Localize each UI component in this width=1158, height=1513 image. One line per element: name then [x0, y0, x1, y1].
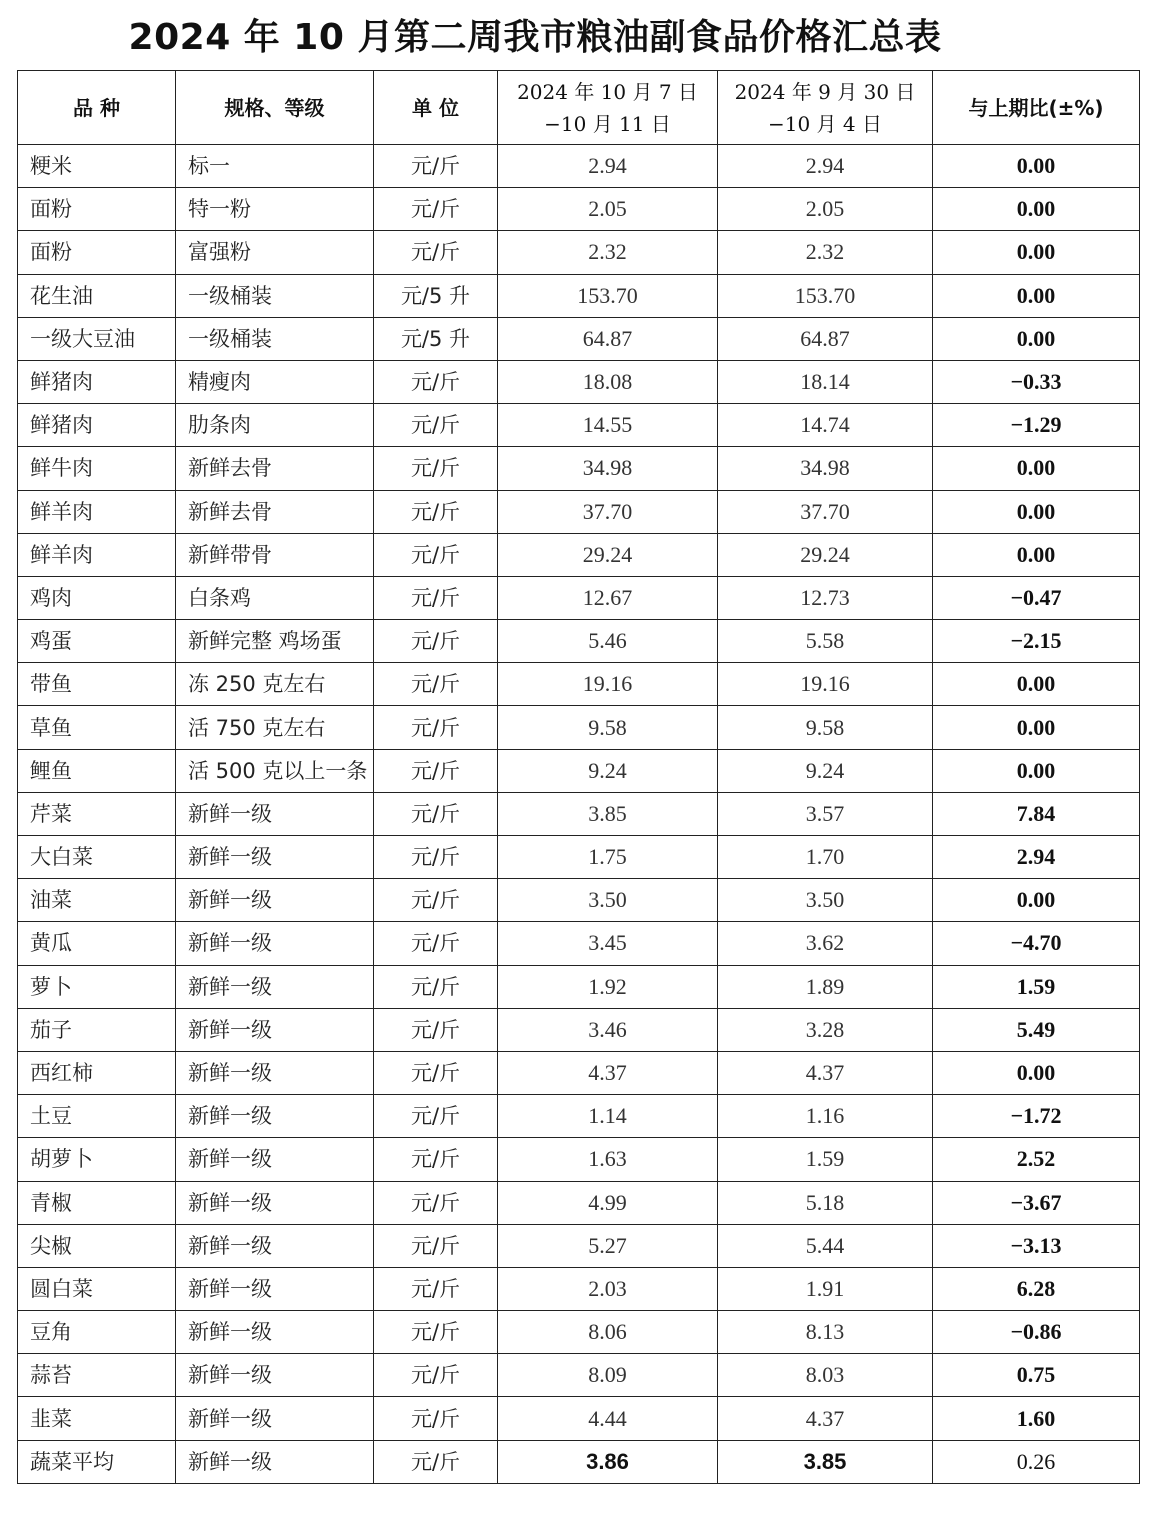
row-current-price: 64.87	[498, 317, 718, 360]
row-change-percent: 0.00	[933, 706, 1140, 749]
row-unit: 元/斤	[374, 576, 498, 619]
row-change-percent: 2.52	[933, 1138, 1140, 1181]
row-spec: 肋条肉	[176, 404, 374, 447]
row-current-price: 9.58	[498, 706, 718, 749]
row-previous-price: 5.18	[718, 1181, 933, 1224]
table-row	[18, 404, 1140, 447]
row-previous-price: 8.03	[718, 1354, 933, 1397]
row-current-price: 1.14	[498, 1095, 718, 1138]
table-row	[18, 1138, 1140, 1181]
row-previous-price: 8.13	[718, 1311, 933, 1354]
row-current-price: 8.09	[498, 1354, 718, 1397]
row-unit: 元/斤	[374, 792, 498, 835]
row-spec: 新鲜一级	[176, 836, 374, 879]
row-current-price: 2.32	[498, 231, 718, 274]
row-unit: 元/斤	[374, 231, 498, 274]
row-change-percent: 0.00	[933, 533, 1140, 576]
row-spec: 新鲜完整 鸡场蛋	[176, 620, 374, 663]
row-previous-price: 9.58	[718, 706, 933, 749]
row-variety: 韭菜	[18, 1397, 176, 1440]
row-variety: 胡萝卜	[18, 1138, 176, 1181]
row-unit: 元/5 升	[374, 274, 498, 317]
row-spec: 新鲜去骨	[176, 490, 374, 533]
row-change-percent: 2.94	[933, 836, 1140, 879]
table-row	[18, 836, 1140, 879]
row-unit: 元/斤	[374, 1051, 498, 1094]
row-spec: 活 750 克左右	[176, 706, 374, 749]
row-previous-price: 1.70	[718, 836, 933, 879]
row-spec: 白条鸡	[176, 576, 374, 619]
table-row	[18, 360, 1140, 403]
header-current-period-line2: −10 月 11 日	[544, 111, 671, 136]
row-previous-price: 1.16	[718, 1095, 933, 1138]
row-current-price: 3.46	[498, 1008, 718, 1051]
row-previous-price: 1.91	[718, 1267, 933, 1310]
row-previous-price: 9.24	[718, 749, 933, 792]
row-variety: 花生油	[18, 274, 176, 317]
row-variety: 西红柿	[18, 1051, 176, 1094]
table-row	[18, 231, 1140, 274]
row-variety: 大白菜	[18, 836, 176, 879]
row-change-percent: 0.00	[933, 879, 1140, 922]
row-change-percent: 0.00	[933, 274, 1140, 317]
header-variety: 品 种	[18, 71, 176, 145]
table-row	[18, 317, 1140, 360]
row-change-percent: 7.84	[933, 792, 1140, 835]
header-current-period-line1: 2024 年 10 月 7 日	[517, 79, 698, 104]
table-row	[18, 749, 1140, 792]
row-unit: 元/斤	[374, 836, 498, 879]
row-previous-price: 34.98	[718, 447, 933, 490]
row-unit: 元/斤	[374, 922, 498, 965]
table-row	[18, 663, 1140, 706]
row-change-percent: −0.86	[933, 1311, 1140, 1354]
row-current-price: 34.98	[498, 447, 718, 490]
table-row	[18, 188, 1140, 231]
row-spec: 新鲜去骨	[176, 447, 374, 490]
row-current-price: 2.03	[498, 1267, 718, 1310]
row-variety: 蒜苔	[18, 1354, 176, 1397]
row-spec: 一级桶装	[176, 274, 374, 317]
row-previous-price: 3.28	[718, 1008, 933, 1051]
row-current-price: 153.70	[498, 274, 718, 317]
price-table	[17, 70, 1140, 1484]
row-spec: 新鲜一级	[176, 1095, 374, 1138]
row-spec: 冻 250 克左右	[176, 663, 374, 706]
row-change-percent: 0.26	[933, 1440, 1140, 1483]
row-change-percent: −1.72	[933, 1095, 1140, 1138]
row-unit: 元/斤	[374, 490, 498, 533]
row-change-percent: −0.33	[933, 360, 1140, 403]
row-current-price: 2.05	[498, 188, 718, 231]
row-unit: 元/斤	[374, 404, 498, 447]
row-spec: 标一	[176, 145, 374, 188]
row-unit: 元/斤	[374, 188, 498, 231]
row-previous-price: 3.85	[718, 1440, 933, 1483]
row-current-price: 1.63	[498, 1138, 718, 1181]
row-unit: 元/斤	[374, 533, 498, 576]
row-unit: 元/斤	[374, 1397, 498, 1440]
row-spec: 新鲜一级	[176, 1138, 374, 1181]
table-row	[18, 1267, 1140, 1310]
row-current-price: 4.44	[498, 1397, 718, 1440]
row-previous-price: 4.37	[718, 1051, 933, 1094]
row-unit: 元/斤	[374, 1354, 498, 1397]
row-spec: 新鲜一级	[176, 965, 374, 1008]
row-current-price: 3.85	[498, 792, 718, 835]
table-row	[18, 1095, 1140, 1138]
row-spec: 新鲜一级	[176, 792, 374, 835]
row-change-percent: 1.60	[933, 1397, 1140, 1440]
row-spec: 新鲜一级	[176, 1440, 374, 1483]
table-header-row	[18, 71, 1140, 145]
row-unit: 元/斤	[374, 749, 498, 792]
page-title: 2024 年 10 月第二周我市粮油副食品价格汇总表	[128, 17, 942, 58]
table-row	[18, 792, 1140, 835]
table-body	[18, 145, 1140, 1484]
table-row	[18, 879, 1140, 922]
row-change-percent: −3.13	[933, 1224, 1140, 1267]
table-row	[18, 1440, 1140, 1483]
table-row	[18, 490, 1140, 533]
row-spec: 新鲜带骨	[176, 533, 374, 576]
row-spec: 新鲜一级	[176, 1311, 374, 1354]
row-change-percent: 0.00	[933, 663, 1140, 706]
row-variety: 芹菜	[18, 792, 176, 835]
row-variety: 黄瓜	[18, 922, 176, 965]
row-previous-price: 37.70	[718, 490, 933, 533]
row-previous-price: 64.87	[718, 317, 933, 360]
row-change-percent: 0.00	[933, 1051, 1140, 1094]
row-variety: 面粉	[18, 188, 176, 231]
row-previous-price: 1.59	[718, 1138, 933, 1181]
row-unit: 元/斤	[374, 1440, 498, 1483]
row-previous-price: 5.58	[718, 620, 933, 663]
table-row	[18, 1397, 1140, 1440]
row-variety: 鲜羊肉	[18, 490, 176, 533]
row-variety: 土豆	[18, 1095, 176, 1138]
row-current-price: 29.24	[498, 533, 718, 576]
row-current-price: 5.27	[498, 1224, 718, 1267]
row-spec: 一级桶装	[176, 317, 374, 360]
row-previous-price: 5.44	[718, 1224, 933, 1267]
row-unit: 元/斤	[374, 1138, 498, 1181]
row-unit: 元/斤	[374, 360, 498, 403]
row-current-price: 4.37	[498, 1051, 718, 1094]
row-variety: 萝卜	[18, 965, 176, 1008]
row-current-price: 12.67	[498, 576, 718, 619]
row-change-percent: 0.00	[933, 317, 1140, 360]
table-row	[18, 274, 1140, 317]
row-current-price: 3.45	[498, 922, 718, 965]
row-change-percent: 0.00	[933, 447, 1140, 490]
table-row	[18, 1224, 1140, 1267]
table-row	[18, 706, 1140, 749]
row-unit: 元/斤	[374, 1095, 498, 1138]
row-previous-price: 19.16	[718, 663, 933, 706]
row-unit: 元/斤	[374, 663, 498, 706]
row-unit: 元/斤	[374, 879, 498, 922]
table-row	[18, 1311, 1140, 1354]
row-change-percent: 0.00	[933, 490, 1140, 533]
row-previous-price: 12.73	[718, 576, 933, 619]
row-change-percent: −4.70	[933, 922, 1140, 965]
row-current-price: 37.70	[498, 490, 718, 533]
table-row	[18, 447, 1140, 490]
table-row	[18, 1051, 1140, 1094]
row-variety: 尖椒	[18, 1224, 176, 1267]
row-previous-price: 3.62	[718, 922, 933, 965]
row-previous-price: 3.50	[718, 879, 933, 922]
table-row	[18, 533, 1140, 576]
row-unit: 元/斤	[374, 1311, 498, 1354]
row-variety: 鲜猪肉	[18, 360, 176, 403]
row-current-price: 18.08	[498, 360, 718, 403]
row-unit: 元/5 升	[374, 317, 498, 360]
row-variety: 鲜牛肉	[18, 447, 176, 490]
row-variety: 鲜猪肉	[18, 404, 176, 447]
row-unit: 元/斤	[374, 706, 498, 749]
table-row	[18, 1354, 1140, 1397]
row-spec: 新鲜一级	[176, 879, 374, 922]
row-spec: 新鲜一级	[176, 1397, 374, 1440]
table-row	[18, 1008, 1140, 1051]
row-previous-price: 3.57	[718, 792, 933, 835]
row-variety: 圆白菜	[18, 1267, 176, 1310]
row-variety: 蔬菜平均	[18, 1440, 176, 1483]
row-variety: 茄子	[18, 1008, 176, 1051]
row-variety: 一级大豆油	[18, 317, 176, 360]
row-previous-price: 1.89	[718, 965, 933, 1008]
row-current-price: 2.94	[498, 145, 718, 188]
row-variety: 鸡肉	[18, 576, 176, 619]
row-change-percent: −3.67	[933, 1181, 1140, 1224]
row-unit: 元/斤	[374, 447, 498, 490]
row-change-percent: 0.00	[933, 145, 1140, 188]
row-current-price: 19.16	[498, 663, 718, 706]
row-spec: 新鲜一级	[176, 922, 374, 965]
row-unit: 元/斤	[374, 1267, 498, 1310]
table-row	[18, 620, 1140, 663]
row-previous-price: 29.24	[718, 533, 933, 576]
row-variety: 草鱼	[18, 706, 176, 749]
row-unit: 元/斤	[374, 1224, 498, 1267]
row-variety: 带鱼	[18, 663, 176, 706]
header-current-period	[498, 71, 718, 145]
row-variety: 豆角	[18, 1311, 176, 1354]
row-unit: 元/斤	[374, 965, 498, 1008]
row-current-price: 5.46	[498, 620, 718, 663]
row-spec: 精瘦肉	[176, 360, 374, 403]
row-spec: 新鲜一级	[176, 1224, 374, 1267]
row-previous-price: 2.32	[718, 231, 933, 274]
row-current-price: 1.92	[498, 965, 718, 1008]
row-previous-price: 18.14	[718, 360, 933, 403]
row-spec: 特一粉	[176, 188, 374, 231]
table-row	[18, 145, 1140, 188]
row-spec: 新鲜一级	[176, 1051, 374, 1094]
row-spec: 新鲜一级	[176, 1008, 374, 1051]
header-previous-period	[718, 71, 933, 145]
row-spec: 新鲜一级	[176, 1354, 374, 1397]
row-current-price: 3.86	[498, 1440, 718, 1483]
row-change-percent: 1.59	[933, 965, 1140, 1008]
row-variety: 鸡蛋	[18, 620, 176, 663]
row-unit: 元/斤	[374, 1181, 498, 1224]
row-change-percent: 0.00	[933, 231, 1140, 274]
row-variety: 粳米	[18, 145, 176, 188]
row-previous-price: 153.70	[718, 274, 933, 317]
row-spec: 活 500 克以上一条	[176, 749, 374, 792]
row-current-price: 1.75	[498, 836, 718, 879]
header-previous-period-line1: 2024 年 9 月 30 日	[734, 79, 916, 104]
row-spec: 新鲜一级	[176, 1267, 374, 1310]
table-row	[18, 922, 1140, 965]
row-previous-price: 14.74	[718, 404, 933, 447]
row-current-price: 4.99	[498, 1181, 718, 1224]
row-change-percent: −1.29	[933, 404, 1140, 447]
header-change: 与上期比(±%)	[933, 71, 1140, 145]
row-change-percent: 0.00	[933, 749, 1140, 792]
row-change-percent: 6.28	[933, 1267, 1140, 1310]
row-change-percent: 0.75	[933, 1354, 1140, 1397]
table-row	[18, 965, 1140, 1008]
row-variety: 青椒	[18, 1181, 176, 1224]
header-previous-period-line2: −10 月 4 日	[767, 111, 882, 136]
row-change-percent: −0.47	[933, 576, 1140, 619]
header-spec: 规格、等级	[176, 71, 374, 145]
table-row	[18, 576, 1140, 619]
row-change-percent: 0.00	[933, 188, 1140, 231]
row-variety: 鲜羊肉	[18, 533, 176, 576]
row-spec: 新鲜一级	[176, 1181, 374, 1224]
row-current-price: 14.55	[498, 404, 718, 447]
row-current-price: 8.06	[498, 1311, 718, 1354]
table-row	[18, 1181, 1140, 1224]
row-current-price: 3.50	[498, 879, 718, 922]
row-unit: 元/斤	[374, 1008, 498, 1051]
row-spec: 富强粉	[176, 231, 374, 274]
row-change-percent: −2.15	[933, 620, 1140, 663]
header-unit: 单 位	[374, 71, 498, 145]
row-previous-price: 2.94	[718, 145, 933, 188]
row-variety: 油菜	[18, 879, 176, 922]
row-variety: 鲤鱼	[18, 749, 176, 792]
row-variety: 面粉	[18, 231, 176, 274]
row-unit: 元/斤	[374, 145, 498, 188]
row-unit: 元/斤	[374, 620, 498, 663]
row-previous-price: 2.05	[718, 188, 933, 231]
row-previous-price: 4.37	[718, 1397, 933, 1440]
row-change-percent: 5.49	[933, 1008, 1140, 1051]
row-current-price: 9.24	[498, 749, 718, 792]
